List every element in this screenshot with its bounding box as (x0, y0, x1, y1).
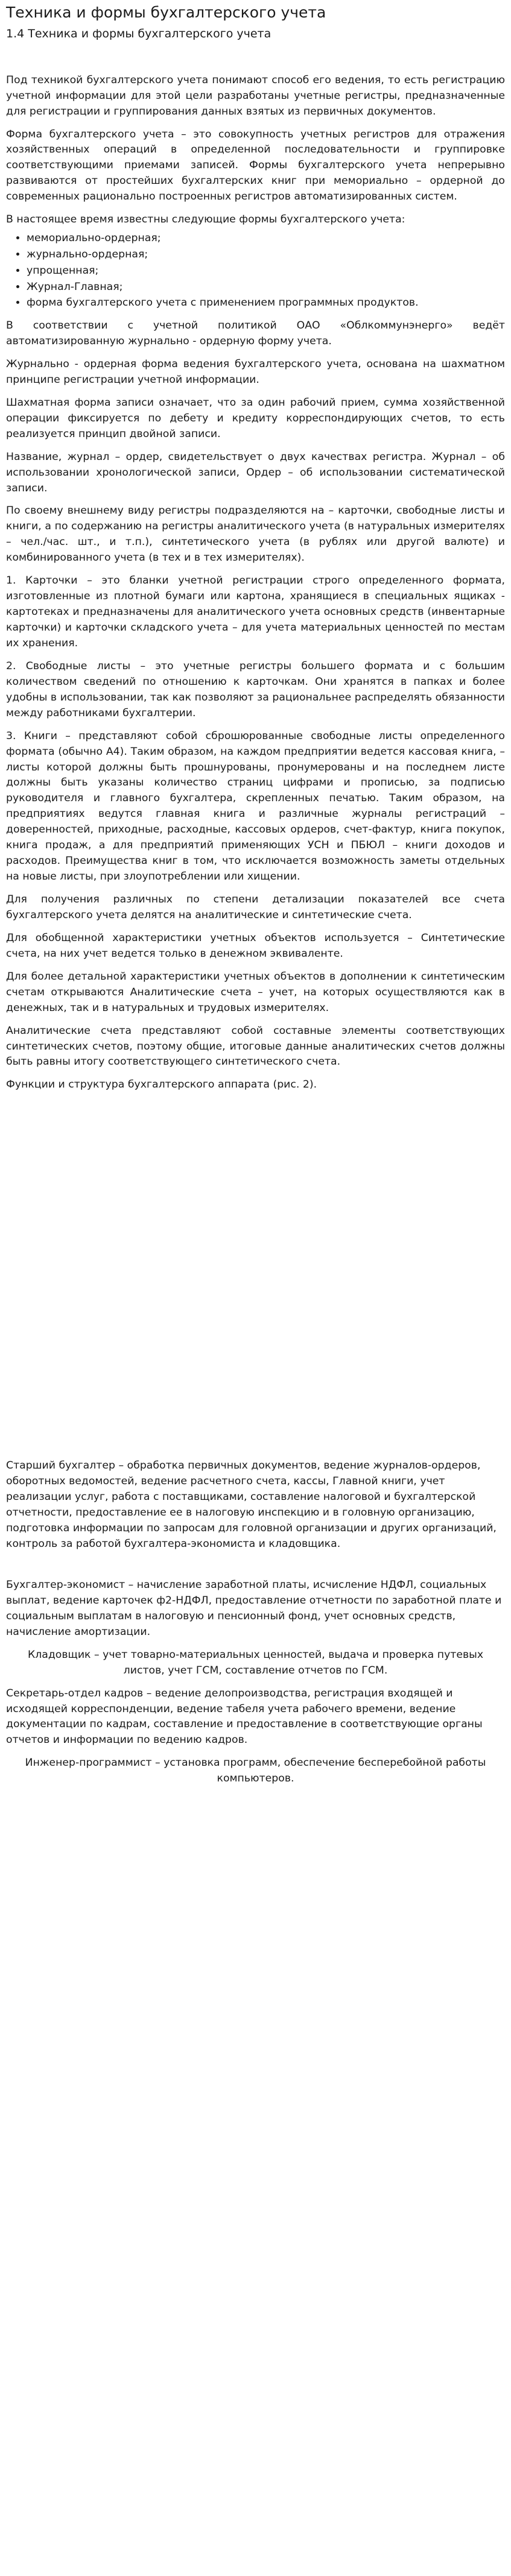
paragraph: По своему внешнему виду регистры подразделяются на – карточки, свободные листы и книги, а по содержанию на регистры аналитического учета (в натуральных измерителях – чел./час. шт., и т.п.), синтетического учета (в рублях или другой валюте) и комбинированного учета (в тех и в тех измерителях). (6, 505, 505, 564)
list-item: • мемориально-ордерная; (27, 230, 505, 247)
duty-engineer-programmer: Инженер-программист – установка программ, обеспечение бесперебойной работы компьютеров. (25, 1757, 486, 1785)
paragraph: 2. Свободные листы – это учетные регистры большего формата и с большим количеством сведений по отношению к карточкам. Они хранятся в папках и более удобны в использовании, так как позволяют за рациональнее распределять обязанности между работниками бухгалтерии. (6, 660, 505, 719)
duty-senior-accountant: Старший бухгалтер – обработка первичных документов, ведение журналов-ордеров, оборотных ведомостей, ведение расчетного счета, кассы, Главной книги, учет реализации услуг, работа с поставщиками, составление налоговой и бухгалтерской отчетности, предоставление ее в налоговую инспекцию и в головную организацию, подготовка информации по запросам для головной организации и других организаций, контроль за работой бухгалтера-экономиста и кладовщика. (6, 1460, 497, 1551)
paragraph: Под техникой бухгалтерского учета понимают способ его ведения, то есть регистрацию учетной информации для этой цели разработаны учетные регистры, предназначенные для регистрации и группирования данных взятых из первичных документов. (6, 74, 505, 118)
list-item: • форма бухгалтерского учета с применением программных продуктов. (27, 295, 505, 311)
page-title: Техника и формы бухгалтерского учета (6, 4, 326, 21)
paragraph: Журнально - ордерная форма ведения бухгалтерского учета, основана на шахматном принципе регистрации учетной информации. (6, 357, 505, 386)
paragraph: 3. Книги – представляют собой сброшюрованные свободные листы определенного формата (обычно А4). Таким образом, на каждом предприятии ведется кассовая книга, – листы которой должны быть прошнурованы, пронумерованы и на последнем листе должны быть указаны количество страниц цифрами и прописью, за подписью руководителя и главного бухгалтера, скрепленных печатью. Таким образом, на предприятиях ведутся главная книга и различные журналы регистраций – доверенностей, приходные, расходные, кассовых ордеров, счет-фактур, книга покупок, книга продаж, а для предприятий применяющих УСН и ПБЮЛ – книги доходов и расходов. Преимущества книг в том, что исключается возможность заметы отдельных на новые листы, при злоупотреблении или хищении. (6, 729, 505, 883)
list-item: • журнально-ордерная; (27, 247, 505, 263)
paragraph: Форма бухгалтерского учета – это совокупность учетных регистров для отражения хозяйственных операций в определенной последовательности и группировке соответствующими приемами записей. Формы бухгалтерского учета непрерывно развиваются от простейших бухгалтерских книг при мемориально – ордерной до современных рационально построенных регистров автоматизированных систем. (6, 128, 505, 203)
intro-text (6, 73, 505, 228)
paragraph: Шахматная форма записи означает, что за один рабочий прием, сумма хозяйственной операции фиксируется по дебету и кредиту корреспондирующих счетов, то есть реализуется принцип двойной записи. (6, 396, 505, 440)
list-item: • Журнал-Главная; (27, 279, 505, 295)
staff-duties (6, 1458, 505, 1787)
paragraph: Для обобщенной характеристики учетных объектов используется – Синтетические счета, на них учет ведется только в денежном эквиваленте. (6, 931, 505, 960)
paragraph: Для более детальной характеристики учетных объектов в дополнении к синтетическим счетам открываются Аналитические счета – учет, на которых осуществляются как в денежных, так и в натуральных и трудовых измерителях. (6, 970, 505, 1014)
list-item: • упрощенная; (27, 263, 505, 279)
duty-storekeeper: Кладовщик – учет товарно-материальных ценностей, выдача и проверка путевых листов, учет ГСМ, составление отчетов по ГСМ. (27, 1648, 484, 1677)
paragraph: Название, журнал – ордер, свидетельствует о двух качествах регистра. Журнал – об использовании хронологической записи, Ордер – об использовании систематической записи. (6, 450, 505, 494)
paragraph: В настоящее время известны следующие формы бухгалтерского учета: (6, 213, 405, 226)
paragraph: В соответствии с учетной политикой ОАО «Облкоммунэнерго» ведёт автоматизированную журнально - ордерную форму учета. (6, 320, 505, 348)
paragraph: 1. Карточки – это бланки учетной регистрации строго определенного формата, изготовленные из плотной бумаги или картона, хранящиеся в специальных ящиках - картотеках и предназначены для аналитического учета основных средств (инвентарные карточки) и карточки складского учета – для учета материальных ценностей по местам их хранения. (6, 575, 505, 649)
paragraph: Для получения различных по степени детализации показателей все счета бухгалтерского учета делятся на аналитические и синтетические счета. (6, 893, 505, 921)
figure-placeholder (6, 1100, 505, 1458)
duty-secretary-hr: Секретарь-отдел кадров – ведение делопроизводства, регистрация входящей и исходящей корреспонденции, ведение табеля учета рабочего времени, ведение документации по кадрам, составление и предоставление в соответствующие органы отчетов и информации по ведению кадров. (6, 1687, 483, 1746)
figure-caption: Функции и структура бухгалтерского аппарата (рис. 2). (6, 1079, 317, 1091)
paragraph: Аналитические счета представляют собой составные элементы соответствующих синтетических счетов, поэтому общие, итоговые данные аналитических счетов должны быть равны итогу соответствующего синтетического счета. (6, 1024, 505, 1068)
duty-accountant-economist: Бухгалтер-экономист – начисление заработной платы, исчисление НДФЛ, социальных выплат, ведение карточек ф2-НДФЛ, предоставление отчетности по заработной плате и социальным выплатам в налоговую и пенсионный фонд, учет основных средств, начисление амортизации. (6, 1578, 502, 1638)
spacer (6, 1560, 505, 1578)
main-text (6, 318, 505, 1093)
section-subtitle: 1.4 Техника и формы бухгалтерского учета (6, 27, 271, 40)
accounting-forms-list (6, 230, 505, 311)
